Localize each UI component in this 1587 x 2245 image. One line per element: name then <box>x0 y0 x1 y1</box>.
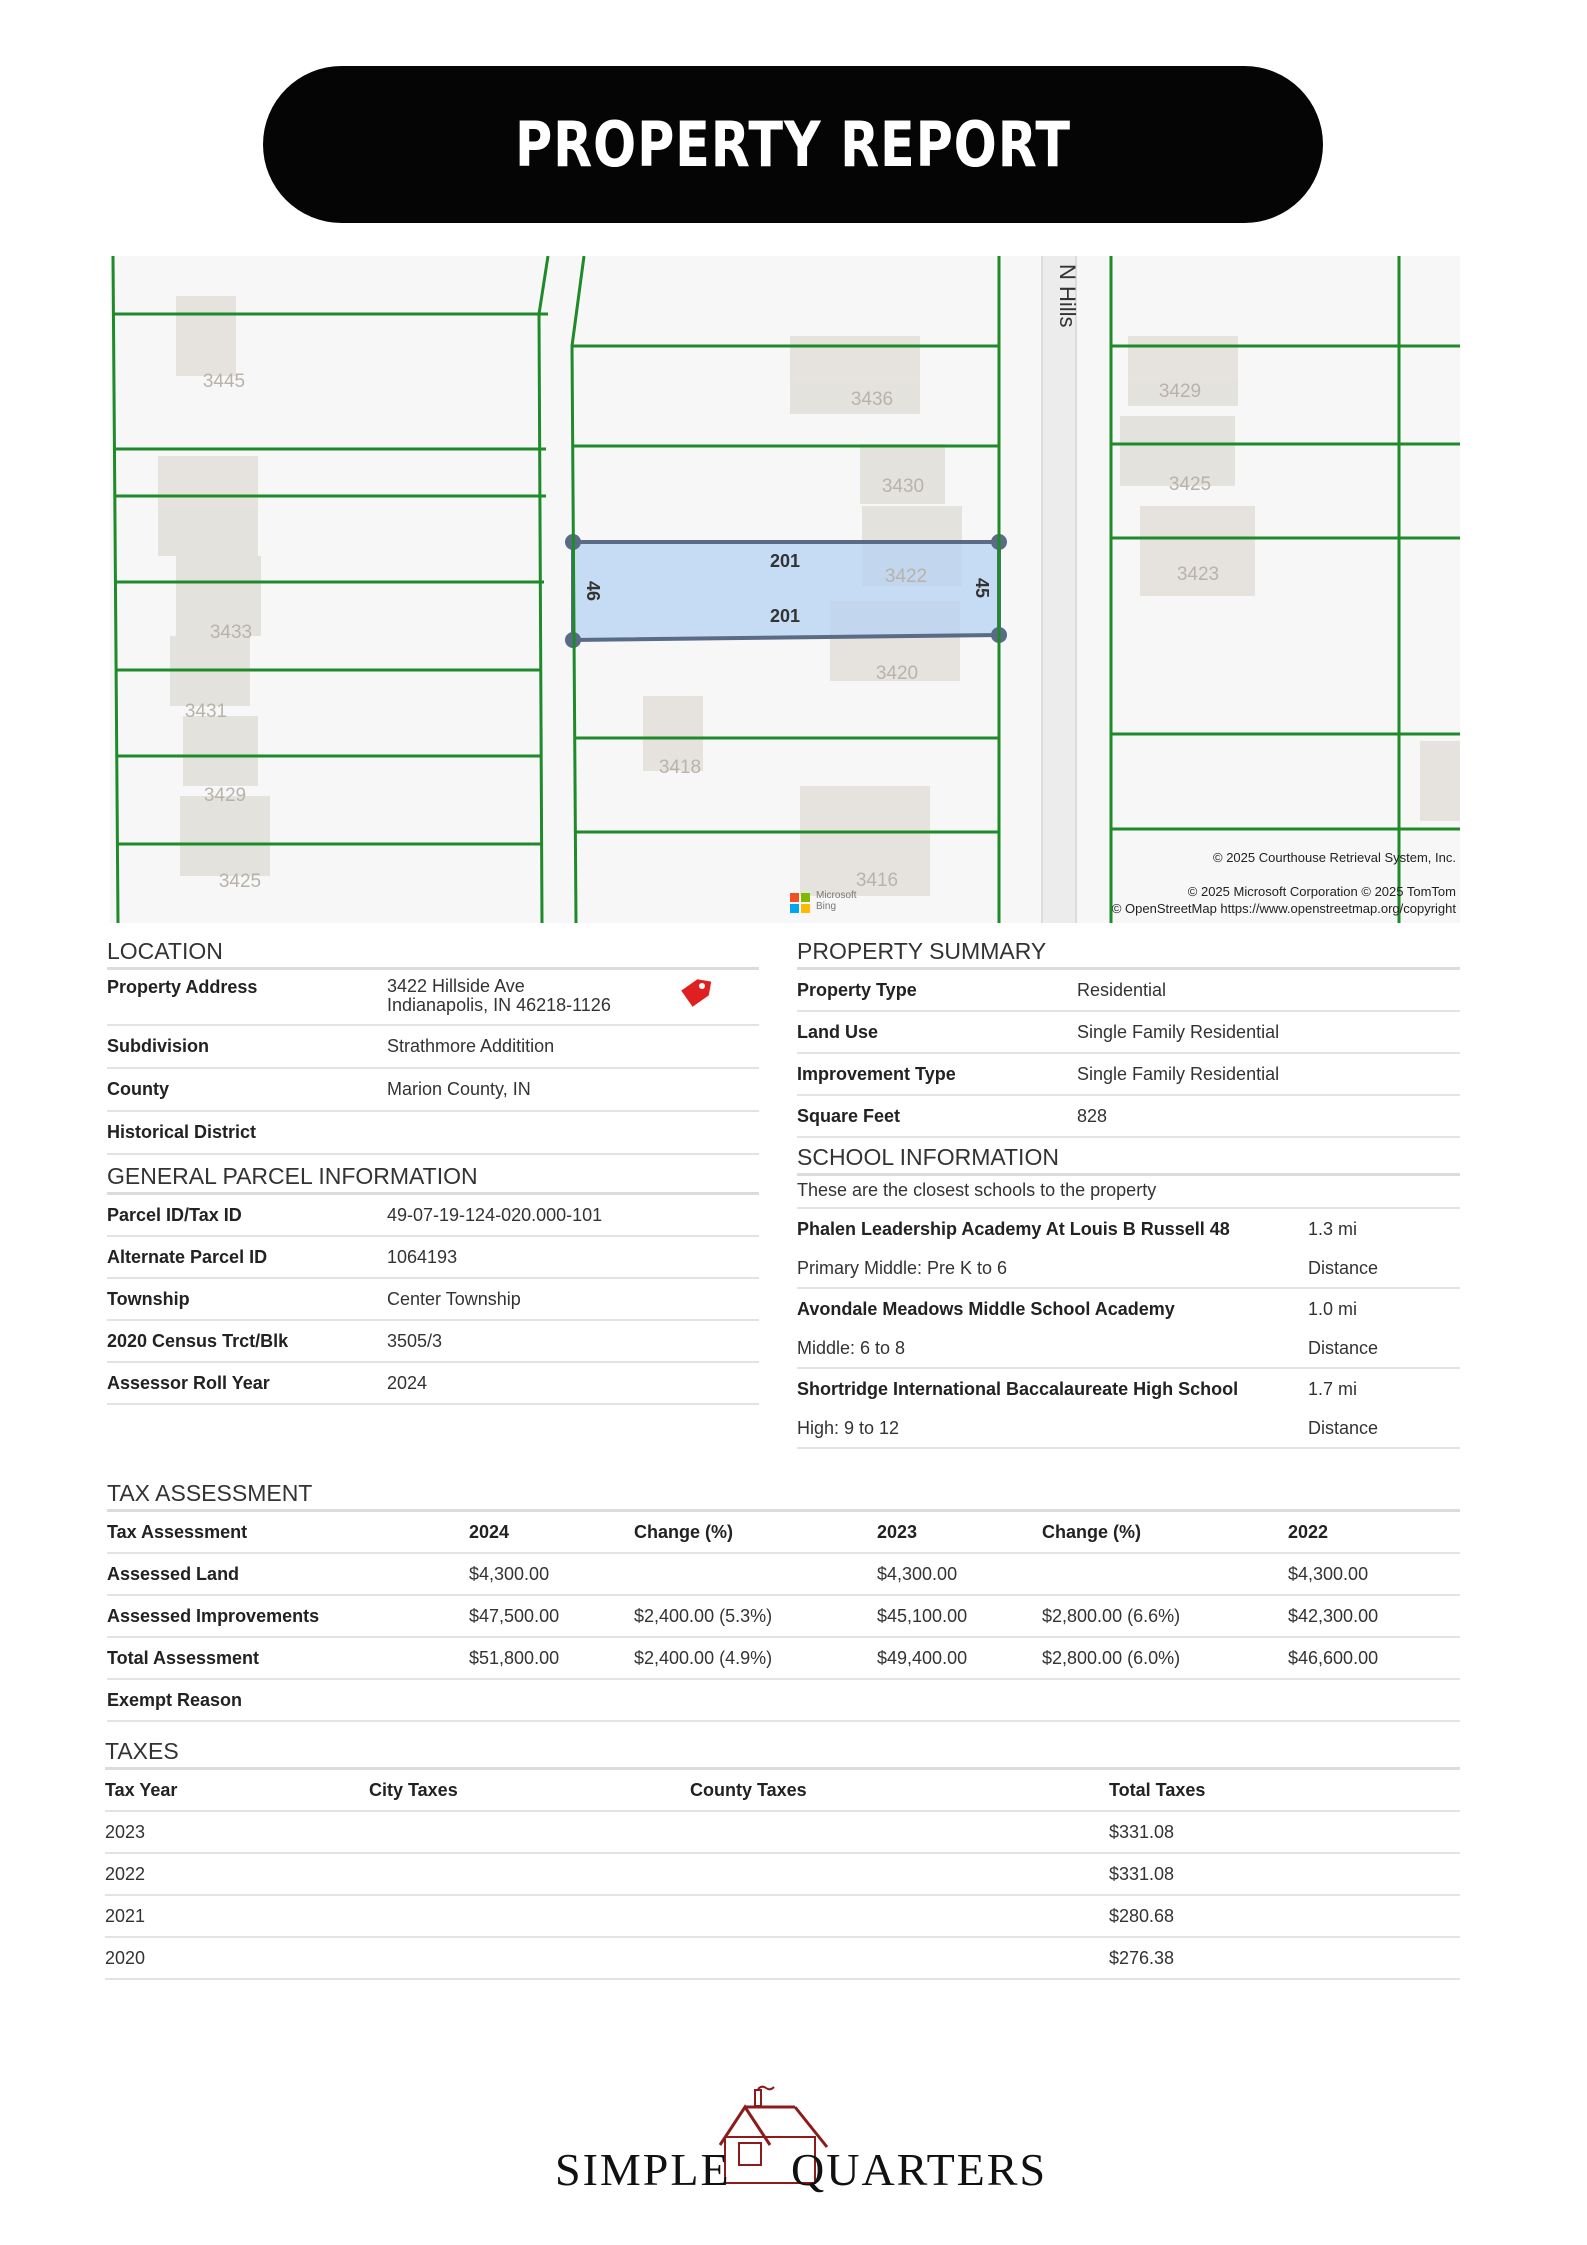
school-grades: High: 9 to 12 <box>797 1417 900 1438</box>
info-row <box>797 970 1460 1012</box>
school-item <box>797 1209 1460 1289</box>
row-value: 828 <box>1077 1105 1108 1126</box>
info-row <box>797 1096 1460 1138</box>
info-row <box>107 1195 759 1237</box>
bing-label: Microsoft Bing <box>816 890 857 912</box>
parcel-title: GENERAL PARCEL INFORMATION <box>107 1163 759 1195</box>
lot-number-label: 3416 <box>855 870 899 891</box>
table-cell: 2020 <box>105 1947 146 1968</box>
info-row <box>107 1112 759 1155</box>
lot-number-label: 3423 <box>1176 564 1220 585</box>
row-label: Parcel ID/Tax ID <box>107 1204 242 1225</box>
table-row <box>105 1938 1460 1980</box>
row-value: 1064193 <box>387 1246 458 1267</box>
attribution-osm[interactable]: © OpenStreetMap https://www.openstreetmap.org/copyright <box>1111 901 1456 916</box>
parcel-map[interactable] <box>110 256 1460 923</box>
dimension-right: 45 <box>972 577 992 599</box>
taxes-section <box>105 1738 1460 1980</box>
attribution-courthouse: © 2025 Courthouse Retrieval System, Inc. <box>1213 850 1456 865</box>
school-title: SCHOOL INFORMATION <box>797 1144 1460 1176</box>
address-value: 3422 Hillside Ave Indianapolis, IN 46218-1126 <box>387 976 611 1015</box>
report-banner <box>263 66 1323 223</box>
row-label: Alternate Parcel ID <box>107 1246 268 1267</box>
table-cell: Exempt Reason <box>107 1689 243 1710</box>
table-cell: 2022 <box>105 1863 146 1884</box>
attribution-microsoft: © 2025 Microsoft Corporation © 2025 TomTom <box>1187 884 1456 899</box>
row-value: Single Family Residential <box>1077 1021 1280 1042</box>
table-cell: Assessed Land <box>107 1563 240 1584</box>
table-cell: $331.08 <box>1109 1863 1175 1884</box>
school-item <box>797 1369 1460 1449</box>
table-row <box>107 1554 1460 1596</box>
tax-assessment-section <box>107 1480 1460 1722</box>
simple-quarters-logo <box>555 2085 1048 2195</box>
summary-title: PROPERTY SUMMARY <box>797 938 1460 970</box>
school-distance: 1.0 mi <box>1308 1298 1358 1319</box>
column-header: Tax Assessment <box>107 1521 248 1542</box>
column-header: Tax Year <box>105 1779 178 1800</box>
price-tag-icon[interactable] <box>677 975 713 1011</box>
info-row <box>107 1026 759 1069</box>
taxes-title: TAXES <box>105 1738 1460 1770</box>
school-distance: 1.7 mi <box>1308 1378 1358 1399</box>
table-cell: $42,300.00 <box>1288 1605 1379 1626</box>
table-header-row <box>107 1512 1460 1554</box>
lot-number-label: 3429 <box>1158 381 1202 402</box>
location-title: LOCATION <box>107 938 759 970</box>
column-header: Change (%) <box>634 1521 733 1542</box>
info-row <box>107 1321 759 1363</box>
school-distance-label: Distance <box>1308 1257 1379 1278</box>
row-value: 3505/3 <box>387 1330 443 1351</box>
school-grades: Middle: 6 to 8 <box>797 1337 906 1358</box>
dimension-top: 201 <box>769 551 801 571</box>
row-value: Single Family Residential <box>1077 1063 1280 1084</box>
report-title: PROPERTY REPORT <box>515 108 1071 181</box>
row-label: Square Feet <box>797 1105 901 1126</box>
brand-right: QUARTERS <box>791 2144 1048 2195</box>
lot-number-label: 3429 <box>203 785 247 806</box>
table-cell: Total Assessment <box>107 1647 260 1668</box>
table-cell: $276.38 <box>1109 1947 1175 1968</box>
info-row <box>797 1012 1460 1054</box>
table-cell: $280.68 <box>1109 1905 1175 1926</box>
table-cell: $4,300.00 <box>1288 1563 1369 1584</box>
table-header-row <box>105 1770 1460 1812</box>
table-cell: $47,500.00 <box>469 1605 560 1626</box>
school-name: Phalen Leadership Academy At Louis B Russell 48 <box>797 1218 1230 1239</box>
table-cell: $51,800.00 <box>469 1647 560 1668</box>
table-cell: $4,300.00 <box>469 1563 550 1584</box>
school-distance-label: Distance <box>1308 1337 1379 1358</box>
table-row <box>107 1638 1460 1680</box>
info-row <box>107 1279 759 1321</box>
school-name: Shortridge International Baccalaureate High School <box>797 1378 1239 1399</box>
table-row <box>105 1854 1460 1896</box>
table-cell: $4,300.00 <box>877 1563 958 1584</box>
column-header: 2024 <box>469 1521 510 1542</box>
lot-number-label: 3425 <box>1168 474 1212 495</box>
column-header: 2022 <box>1288 1521 1329 1542</box>
table-cell: $2,400.00 (5.3%) <box>634 1605 773 1626</box>
table-cell: $2,400.00 (4.9%) <box>634 1647 773 1668</box>
lot-number-label: 3422 <box>884 566 928 587</box>
row-value: Strathmore Additition <box>387 1036 555 1056</box>
table-cell: $331.08 <box>1109 1821 1175 1842</box>
lot-number-label: 3433 <box>209 622 253 643</box>
row-value: 49-07-19-124-020.000-101 <box>387 1204 603 1225</box>
table-row <box>107 1596 1460 1638</box>
row-value: Center Township <box>387 1288 521 1309</box>
row-label: 2020 Census Trct/Blk <box>107 1330 289 1351</box>
address-label: Property Address <box>107 977 258 997</box>
info-row <box>107 1069 759 1112</box>
row-value: Residential <box>1077 979 1167 1000</box>
table-cell: $49,400.00 <box>877 1647 968 1668</box>
parcel-section <box>107 1163 759 1405</box>
lot-number-label: 3425 <box>218 871 262 892</box>
info-row <box>797 1054 1460 1096</box>
table-row <box>107 1680 1460 1722</box>
dimension-left: 46 <box>583 580 603 602</box>
column-header: 2023 <box>877 1521 918 1542</box>
location-section <box>107 938 759 1155</box>
lot-number-label: 3420 <box>875 663 919 684</box>
row-value: Marion County, IN <box>387 1079 531 1099</box>
row-label: Assessor Roll Year <box>107 1372 270 1393</box>
table-cell: 2021 <box>105 1905 146 1926</box>
school-subtitle: These are the closest schools to the property <box>797 1176 1460 1209</box>
summary-section <box>797 938 1460 1138</box>
lot-number-label: 3430 <box>881 476 925 497</box>
column-header: Change (%) <box>1042 1521 1141 1542</box>
tax-assessment-title: TAX ASSESSMENT <box>107 1480 1460 1512</box>
table-cell: 2023 <box>105 1821 146 1842</box>
lot-number-label: 3436 <box>850 389 894 410</box>
school-item <box>797 1289 1460 1369</box>
table-cell: $2,800.00 (6.6%) <box>1042 1605 1181 1626</box>
table-cell: $2,800.00 (6.0%) <box>1042 1647 1181 1668</box>
table-cell: $46,600.00 <box>1288 1647 1379 1668</box>
school-name: Avondale Meadows Middle School Academy <box>797 1298 1175 1319</box>
school-grades: Primary Middle: Pre K to 6 <box>797 1257 1008 1278</box>
row-label: Township <box>107 1288 190 1309</box>
lot-number-label: 3445 <box>202 371 246 392</box>
row-label: Improvement Type <box>797 1063 956 1084</box>
column-header: City Taxes <box>369 1779 458 1800</box>
row-label: County <box>107 1079 169 1099</box>
table-cell: $45,100.00 <box>877 1605 968 1626</box>
info-row <box>107 1363 759 1405</box>
lot-number-label: 3418 <box>658 757 702 778</box>
address-row <box>107 970 759 1026</box>
row-label: Subdivision <box>107 1036 210 1056</box>
school-distance: 1.3 mi <box>1308 1218 1358 1239</box>
lot-number-label: 3431 <box>184 701 228 722</box>
column-header: County Taxes <box>690 1779 807 1800</box>
street-label: N Hills <box>1055 264 1080 328</box>
table-cell: Assessed Improvements <box>107 1605 320 1626</box>
dimension-bottom: 201 <box>769 606 801 626</box>
brand-left: SIMPLE <box>555 2144 731 2195</box>
row-label: Land Use <box>797 1021 879 1042</box>
info-row <box>107 1237 759 1279</box>
row-value: 2024 <box>387 1372 428 1393</box>
school-distance-label: Distance <box>1308 1417 1379 1438</box>
row-label: Historical District <box>107 1122 257 1142</box>
row-label: Property Type <box>797 979 917 1000</box>
table-row <box>105 1812 1460 1854</box>
table-row <box>105 1896 1460 1938</box>
column-header: Total Taxes <box>1109 1779 1206 1800</box>
school-section <box>797 1144 1460 1449</box>
